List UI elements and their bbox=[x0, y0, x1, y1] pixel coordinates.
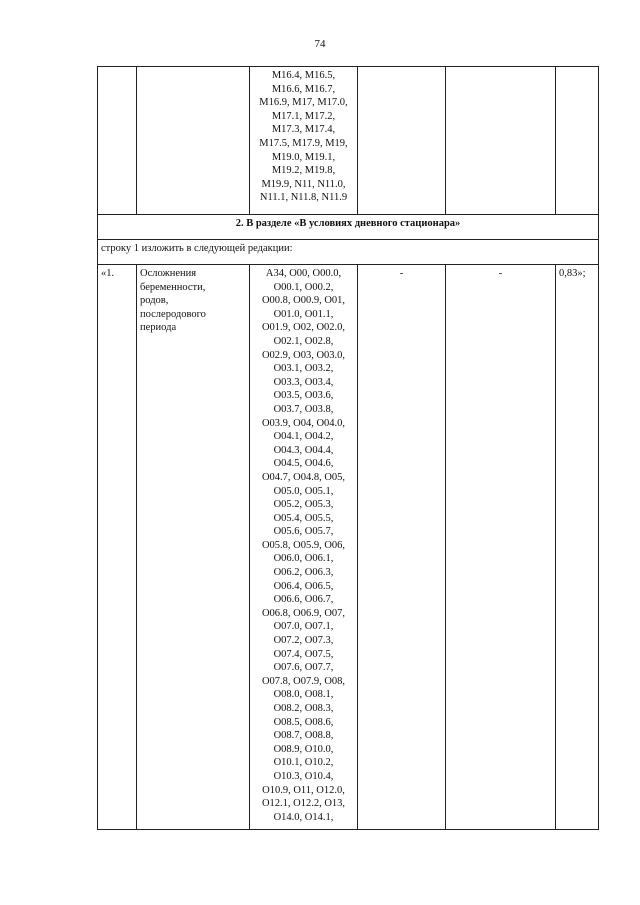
code-line: O07.6, O07.7, bbox=[273, 662, 334, 674]
code-line: O03.3, O03.4, bbox=[273, 376, 334, 388]
code-line: O10.3, O10.4, bbox=[273, 770, 334, 782]
code-line: O06.8, O06.9, O07, bbox=[261, 607, 346, 619]
name-line: Осложнения bbox=[140, 268, 197, 279]
code-line: O00.8, O00.9, O01, bbox=[261, 295, 346, 307]
code-line: O05.0, O05.1, bbox=[273, 485, 334, 497]
code-line: O06.2, O06.3, bbox=[273, 567, 334, 579]
name-line: периода bbox=[140, 322, 177, 334]
table-row-continued bbox=[98, 67, 599, 215]
code-line: O04.3, O04.4, bbox=[273, 444, 334, 456]
section-title-row bbox=[98, 215, 599, 240]
cell-col6 bbox=[556, 67, 599, 215]
code-line: O06.6, O06.7, bbox=[273, 594, 334, 606]
cell-col5: - bbox=[446, 265, 556, 830]
code-line: O00.1, O00.2, bbox=[273, 281, 334, 293]
cell-col6: 0,83»; bbox=[556, 265, 599, 830]
cell-number bbox=[98, 67, 137, 215]
code-line: M16.6, M16.7, bbox=[271, 83, 336, 95]
code-line: O12.1, O12.2, O13, bbox=[261, 798, 346, 810]
code-line: O10.9, O11, O12.0, bbox=[262, 784, 345, 796]
code-line: O07.4, O07.5, bbox=[273, 648, 334, 660]
code-line: M16.4, M16.5, bbox=[271, 70, 336, 81]
code-line: M19.9, N11, N11.0, bbox=[261, 178, 346, 190]
code-line: O06.4, O06.5, bbox=[273, 580, 334, 592]
code-line: O03.5, O03.6, bbox=[273, 390, 334, 402]
code-line: O10.1, O10.2, bbox=[273, 757, 334, 769]
cell-name bbox=[137, 67, 250, 215]
code-line: O04.1, O04.2, bbox=[273, 431, 334, 443]
code-line: M17.1, M17.2, bbox=[271, 110, 336, 122]
code-line: O01.9, O02, O02.0, bbox=[261, 322, 346, 334]
cell-name bbox=[137, 265, 250, 830]
code-line: O14.0, O14.1, bbox=[273, 811, 334, 823]
code-line: O08.9, O10.0, bbox=[273, 743, 334, 755]
code-line: O06.0, O06.1, bbox=[273, 553, 334, 565]
code-line: M17.5, M17.9, M19, bbox=[259, 137, 348, 149]
code-line: O04.5, O04.6, bbox=[273, 458, 334, 470]
code-line: N11.1, N11.8, N11.9 bbox=[259, 192, 348, 204]
code-line: A34, O00, O00.0, bbox=[265, 268, 342, 279]
cell-codes bbox=[250, 67, 358, 215]
code-line: O03.9, O04, O04.0, bbox=[261, 417, 346, 429]
instruction-text: строку 1 изложить в следующей редакции: bbox=[98, 240, 599, 265]
cell-number: «1. bbox=[98, 265, 137, 830]
code-line: O02.9, O03, O03.0, bbox=[261, 349, 346, 361]
code-line: O05.6, O05.7, bbox=[273, 526, 334, 538]
document-table bbox=[97, 66, 599, 830]
table-row-new bbox=[98, 265, 599, 830]
cell-codes bbox=[250, 265, 358, 830]
name-line: послеродового bbox=[140, 308, 206, 320]
name-line: родов, bbox=[140, 295, 169, 307]
code-line: O03.7, O03.8, bbox=[273, 403, 334, 415]
code-line: O08.5, O08.6, bbox=[273, 716, 334, 728]
cell-col5 bbox=[446, 67, 556, 215]
code-line: O05.2, O05.3, bbox=[273, 499, 334, 511]
code-line: O07.2, O07.3, bbox=[273, 635, 334, 647]
instruction-row bbox=[98, 240, 599, 265]
code-line: O07.8, O07.9, O08, bbox=[261, 675, 346, 687]
code-line: O05.4, O05.5, bbox=[273, 512, 334, 524]
page-number: 74 bbox=[314, 38, 326, 50]
code-line: O01.0, O01.1, bbox=[273, 308, 334, 320]
code-line: O03.1, O03.2, bbox=[273, 363, 334, 375]
code-line: O08.0, O08.1, bbox=[273, 689, 334, 701]
name-line: беременности, bbox=[140, 281, 206, 293]
code-line: O07.0, O07.1, bbox=[273, 621, 334, 633]
code-line: M19.0, M19.1, bbox=[271, 151, 336, 163]
code-line: M19.2, M19.8, bbox=[271, 165, 336, 177]
cell-col4: - bbox=[358, 265, 446, 830]
code-line: O08.7, O08.8, bbox=[273, 730, 334, 742]
code-line: O04.7, O04.8, O05, bbox=[261, 471, 346, 483]
code-line: M16.9, M17, M17.0, bbox=[259, 97, 348, 109]
code-line: M17.3, M17.4, bbox=[271, 124, 336, 136]
code-line: O08.2, O08.3, bbox=[273, 703, 334, 714]
code-line: O02.1, O02.8, bbox=[273, 335, 334, 347]
code-line: O05.8, O05.9, O06, bbox=[261, 539, 346, 551]
section-title: 2. В разделе «В условиях дневного стационара» bbox=[98, 215, 599, 240]
cell-col4 bbox=[358, 67, 446, 215]
